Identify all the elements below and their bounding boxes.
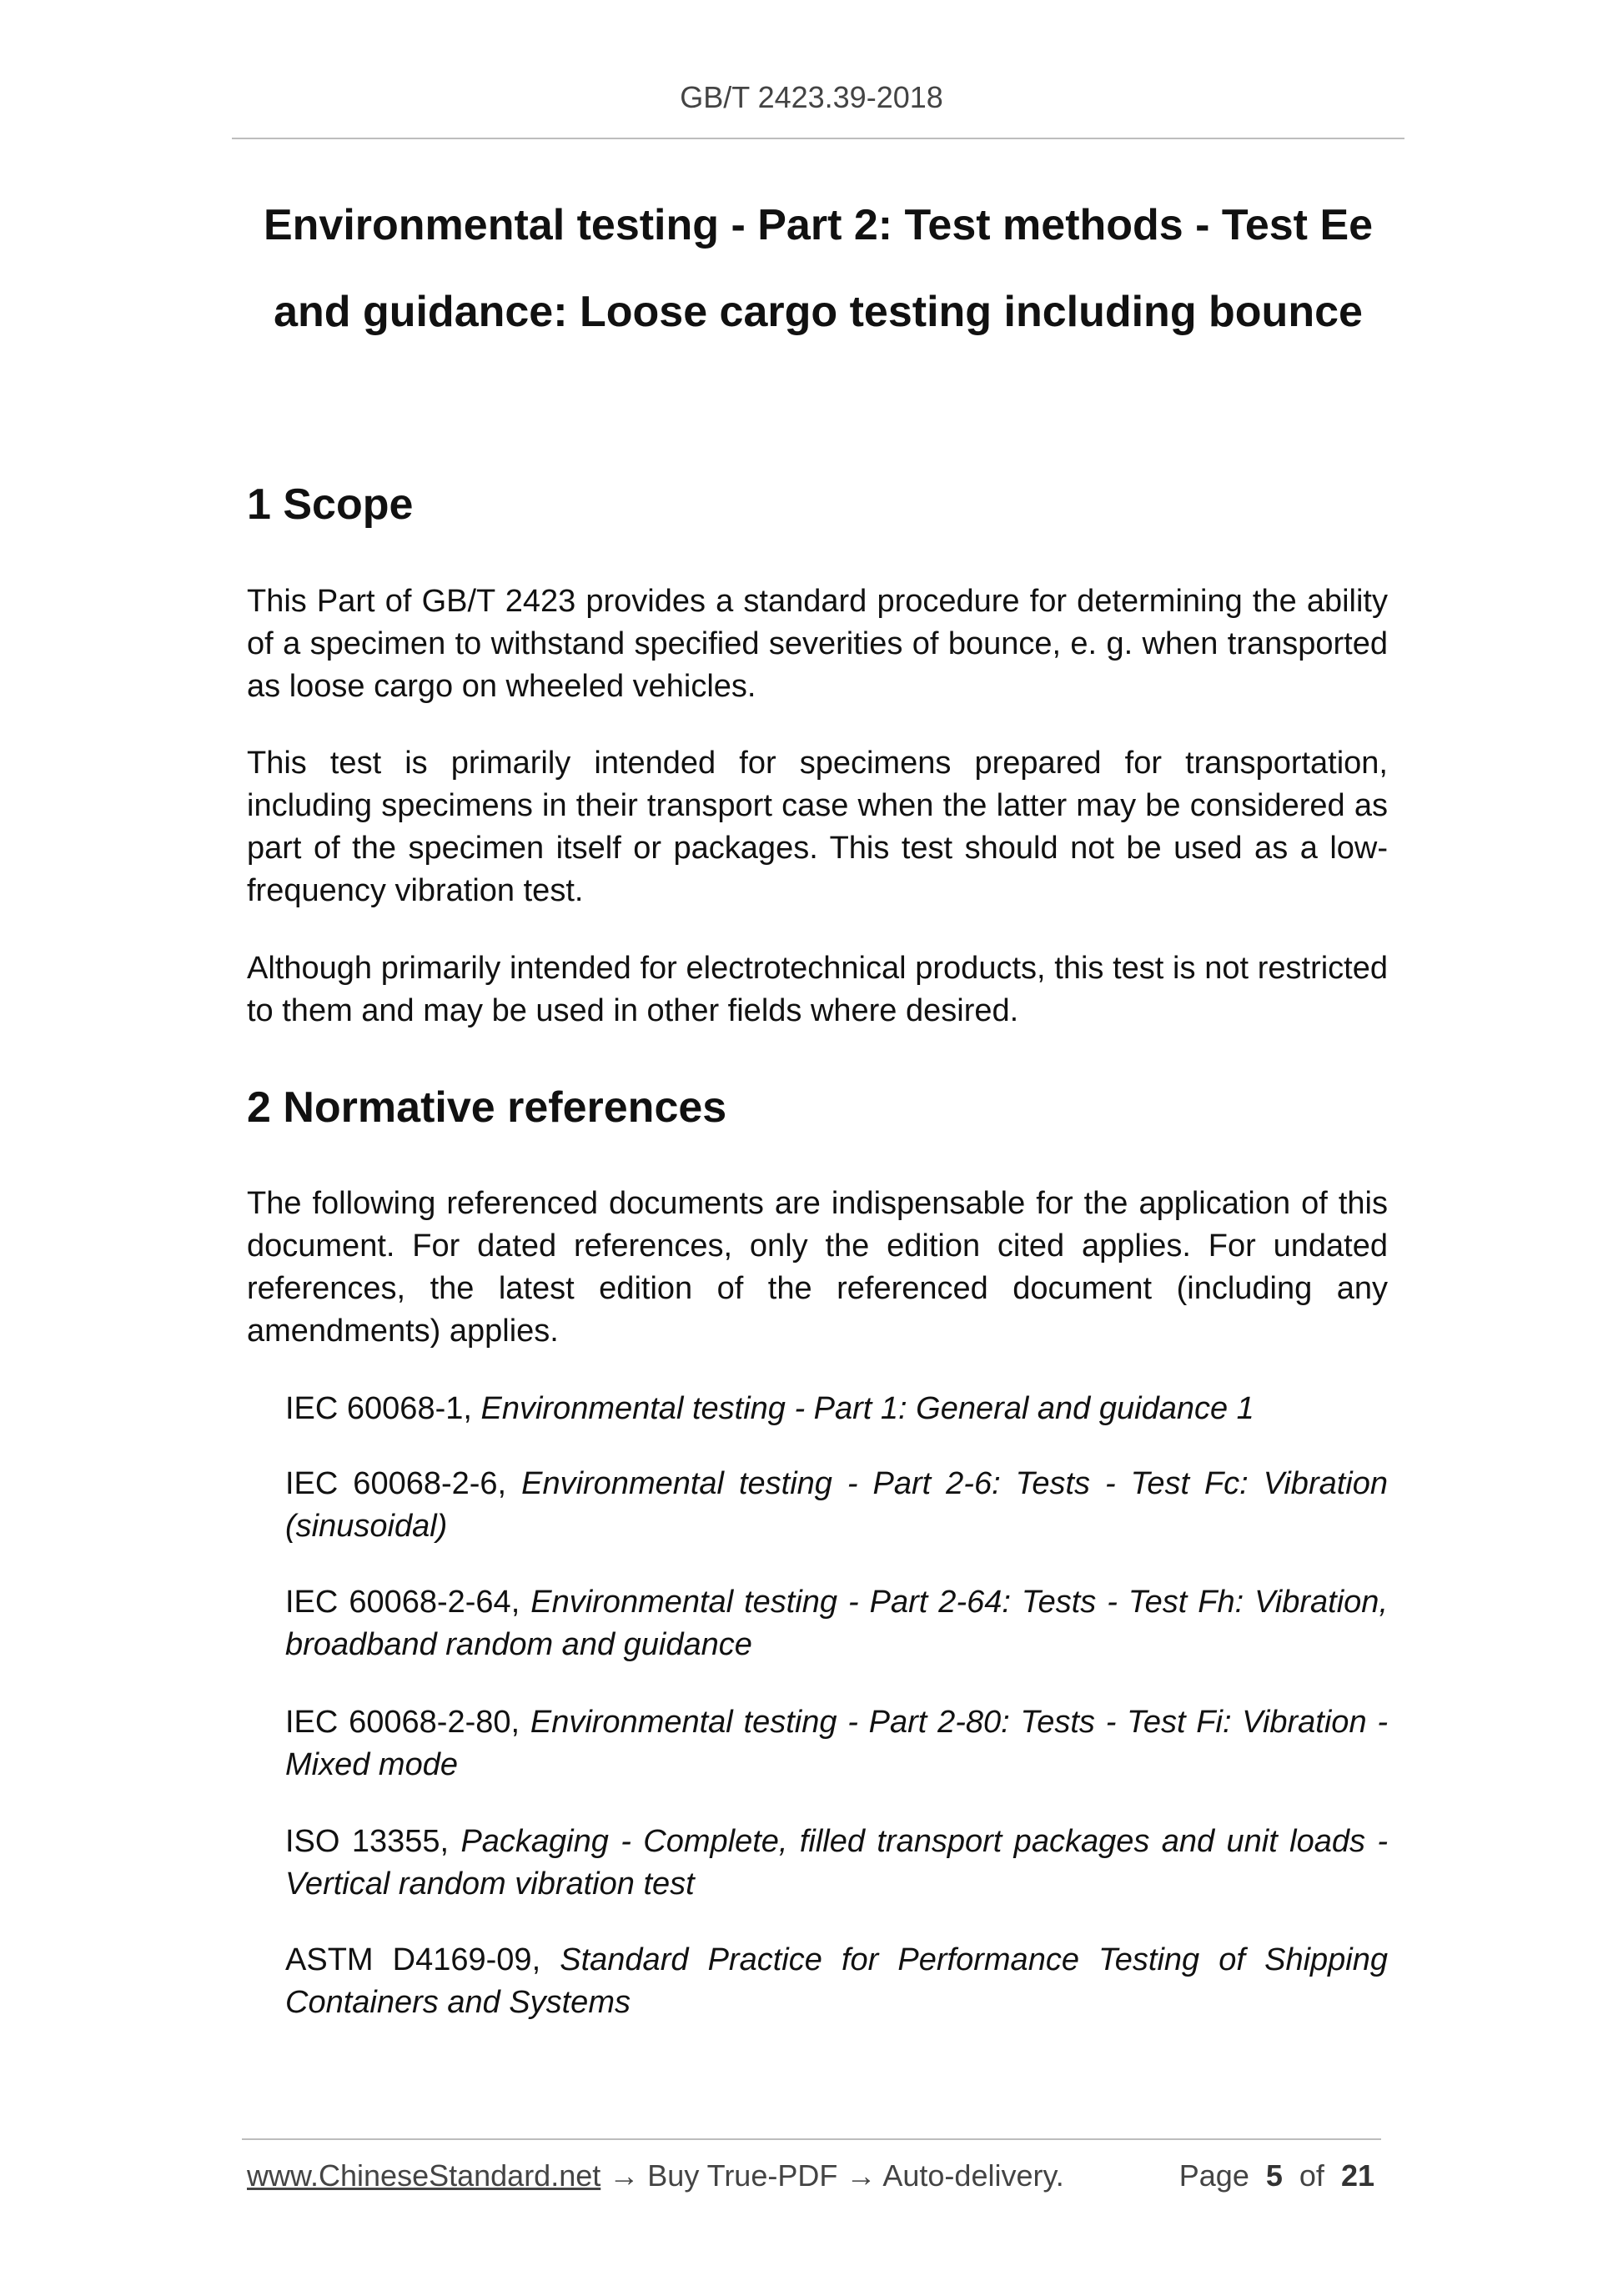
paragraph: This Part of GB/T 2423 provides a standard procedure for determining the ability of a specimen to withstand specified severities of bounce, e. g. when transported as loose cargo on wheeled vehicles. <box>247 584 1388 704</box>
reference-title: Environmental testing - Part 2-80: Tests - Test Fi: Vibration - Mixed mode <box>285 1705 1389 1782</box>
title-line-1: Environmental testing - Part 2: Test methods - Test Ee <box>263 201 1374 249</box>
section-heading-normative-references: 2 Normative references <box>247 1083 727 1132</box>
references-intro-paragraph <box>247 1183 1388 1353</box>
reference-id: ISO 13355, <box>285 1824 450 1859</box>
reference-item <box>285 1388 1388 1430</box>
reference-item <box>285 1463 1388 1548</box>
reference-item <box>285 1939 1388 2024</box>
title-line-2: and guidance: Loose cargo testing including bounce <box>274 288 1363 336</box>
reference-id: IEC 60068-2-64, <box>285 1585 520 1620</box>
section-heading-scope: 1 Scope <box>247 480 414 529</box>
document-title <box>232 182 1404 355</box>
page-footer <box>247 2158 1381 2200</box>
of-label: of <box>1299 2158 1324 2193</box>
reference-item <box>285 1701 1388 1786</box>
reference-title: Environmental testing - Part 2-64: Tests - Test Fh: Vibration, broadband random and guidance <box>285 1585 1389 1662</box>
paragraph: Although primarily intended for electrotechnical products, this test is not restricted to them and may be used in other fields where desired. <box>247 951 1388 1028</box>
running-header-code: GB/T 2423.39-2018 <box>680 80 943 114</box>
total-pages: 21 <box>1340 2158 1374 2193</box>
page-number <box>1179 2158 1374 2193</box>
arrow-icon: → <box>609 2158 640 2193</box>
scope-paragraph-2 <box>247 742 1388 912</box>
reference-id: IEC 60068-2-80, <box>285 1705 520 1740</box>
header-divider <box>232 138 1404 139</box>
scope-paragraph-1 <box>247 580 1388 708</box>
arrow-icon: → <box>846 2158 877 2193</box>
reference-id: ASTM D4169-09, <box>285 1942 541 1977</box>
reference-title: Environmental testing - Part 2-6: Tests - Test Fc: Vibration (sinusoidal) <box>285 1466 1388 1544</box>
current-page: 5 <box>1265 2158 1283 2193</box>
auto-delivery-text: Auto-delivery. <box>882 2158 1064 2193</box>
reference-title: Standard Practice for Performance Testing of Shipping Containers and Systems <box>285 1942 1389 2020</box>
page-label: Page <box>1178 2158 1249 2193</box>
paragraph: The following referenced documents are indispensable for the application of this document. For dated references, only the edition cited applies. For undated references, the latest edition of the referenced document (including any amendments) applies. <box>247 1186 1388 1349</box>
reference-title: Environmental testing - Part 1: General and guidance 1 <box>480 1391 1254 1426</box>
footer-divider <box>242 2138 1381 2140</box>
scope-heading-block <box>247 480 1388 530</box>
scope-paragraph-3 <box>247 947 1388 1032</box>
buy-true-pdf-text: Buy True-PDF <box>647 2158 838 2193</box>
reference-item <box>285 1821 1388 1906</box>
reference-item <box>285 1581 1388 1666</box>
reference-title: Packaging - Complete, filled transport packages and unit loads - Vertical random vibration test <box>285 1824 1388 1902</box>
references-heading-block <box>247 1083 1388 1133</box>
reference-id: IEC 60068-2-6, <box>285 1466 507 1501</box>
reference-id: IEC 60068-1, <box>285 1391 472 1426</box>
site-link[interactable]: www.ChineseStandard.net <box>247 2158 601 2193</box>
paragraph: This test is primarily intended for specimens prepared for transportation, including specimens in their transport case when the latter may be considered as part of the specimen itself or packages. This test should not be used as a low-frequency vibration test. <box>247 746 1388 908</box>
